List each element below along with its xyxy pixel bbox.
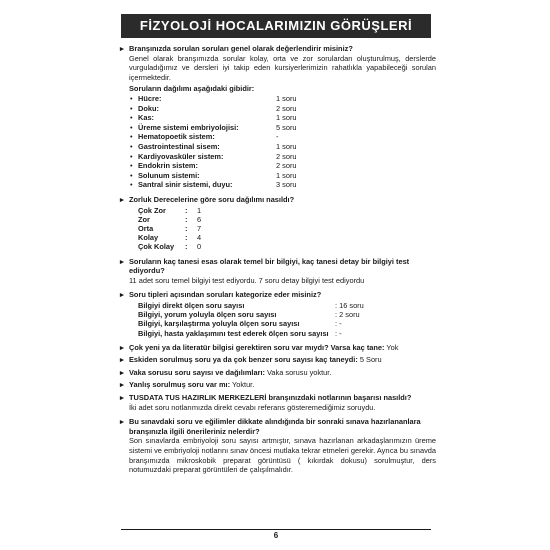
question-7: ▸ Vaka sorusu soru sayısı ve dağılımları: Vaka sorusu yoktur.	[120, 368, 436, 378]
question-6: ▸ Eskiden sorulmuş soru ya da çok benzer soru sayısı kaç taneydi: 5 Soru	[120, 355, 436, 365]
list-item: • Solunum sistemi: 1 soru	[138, 171, 436, 181]
distribution-title: Soruların dağılımı aşağıdaki gibidir:	[129, 84, 255, 94]
list-item: • Santral sinir sistemi, duyu: 3 soru	[138, 180, 436, 190]
list-item: • Endokrin sistem: 2 soru	[138, 161, 436, 171]
table-row: Bilgiyi, yorum yoluyla ölçen soru sayısı : 2 soru	[138, 310, 360, 320]
list-item: • Kas: 1 soru	[138, 113, 436, 123]
table-row: Bilgiyi, hasta yaklaşımını test ederek ölçen soru sayısı : -	[138, 328, 342, 338]
list-item: • Doku: 2 soru	[138, 104, 436, 114]
question-9: ▸ TUSDATA TUS HAZIRLIK MERKEZLERİ branşınızdaki notlarının başarısı nasıldı?	[120, 393, 436, 403]
answer-9: İki adet soru notlarımızda direkt cevabı referans gösteremediğimiz soruydu.	[129, 402, 376, 412]
difficulty-table	[138, 206, 201, 252]
page-number: 6	[121, 529, 431, 541]
table-row: Çok Zor : 1	[138, 205, 202, 215]
page-title: FİZYOLOJİ HOCALARIMIZIN GÖRÜŞLERİ	[121, 14, 431, 38]
question-8: ▸ Yanlış sorulmuş soru var mı: Yoktur.	[120, 380, 436, 390]
list-item: • Kardiyovasküler sistem: 2 soru	[138, 152, 436, 162]
table-row: Bilgiyi direkt ölçen soru sayısı : 16 soru	[138, 300, 364, 310]
list-item: • Gastrointestinal sisem: 1 soru	[138, 142, 436, 152]
list-item: • Hücre: 1 soru	[138, 94, 436, 104]
question-4: ▸ Soru tipleri açısından soruları kategorize eder misiniz?	[120, 290, 436, 300]
table-row: Bilgiyi, karşılaştırma yoluyla ölçen soru sayısı : -	[138, 319, 342, 329]
answer-3: 11 adet soru temel bilgiyi test ediyordu. 7 soru detay bilgiyi test ediyordu	[129, 275, 365, 285]
table-row: Orta : 7	[138, 223, 202, 233]
table-row: Zor : 6	[138, 214, 202, 224]
question-1: ▸ Branşınızda sorulan soruları genel olarak değerlendirir misiniz?	[120, 44, 436, 54]
list-item: • Üreme sistemi embriyolojisi: 5 soru	[138, 123, 436, 133]
list-item: • Hematopoetik sistem: -	[138, 132, 436, 142]
question-2: ▸ Zorluk Derecelerine göre soru dağılımı nasıldı?	[120, 195, 436, 205]
topic-distribution-list	[120, 94, 436, 190]
table-row: Çok Kolay : 0	[138, 242, 202, 252]
question-10: ▸ Bu sınavdaki soru ve eğilimler dikkate alındığında bir sonraki sınava hazırlananlara branşınızla ilgili önerileriniz nelerdir?	[120, 417, 436, 436]
question-5: ▸ Çok yeni ya da literatür bilgisi gerektiren soru var mıydı? Varsa kaç tane: Yok	[120, 343, 436, 353]
answer-10: Son sınavlarda embriyoloji soru sayısı artmıştır, sınava hazırlanan arkadaşlarımızın üreme sistemi ve embriyoloji notlarını sınav öncesi mutlaka tekrar etmeleri gerekir. Ayrıca bu sınavda branşımızda mikroskobik preparat görüntüsü ( kıkırdak dokusu) sorulmuştur, ders notumuzdaki preparat görüntüleri de çalışılmalıdır.	[129, 436, 436, 475]
table-row: Kolay : 4	[138, 233, 202, 243]
answer-1: Genel olarak branşımızda sorular kolay, orta ve zor sorulardan oluşturulmuş, derslerde vurguladığımız ve dersleri iyi takip eden kursiyerlerimizin rahatlıkla yapabileceği sorulan içermektedir.	[129, 53, 436, 82]
question-types-table	[138, 301, 364, 338]
question-3: ▸ Soruların kaç tanesi esas olarak temel bir bilgiyi, kaç tanesi detay bir bilgiyi test ediyordu?	[120, 257, 436, 276]
content	[120, 41, 436, 475]
